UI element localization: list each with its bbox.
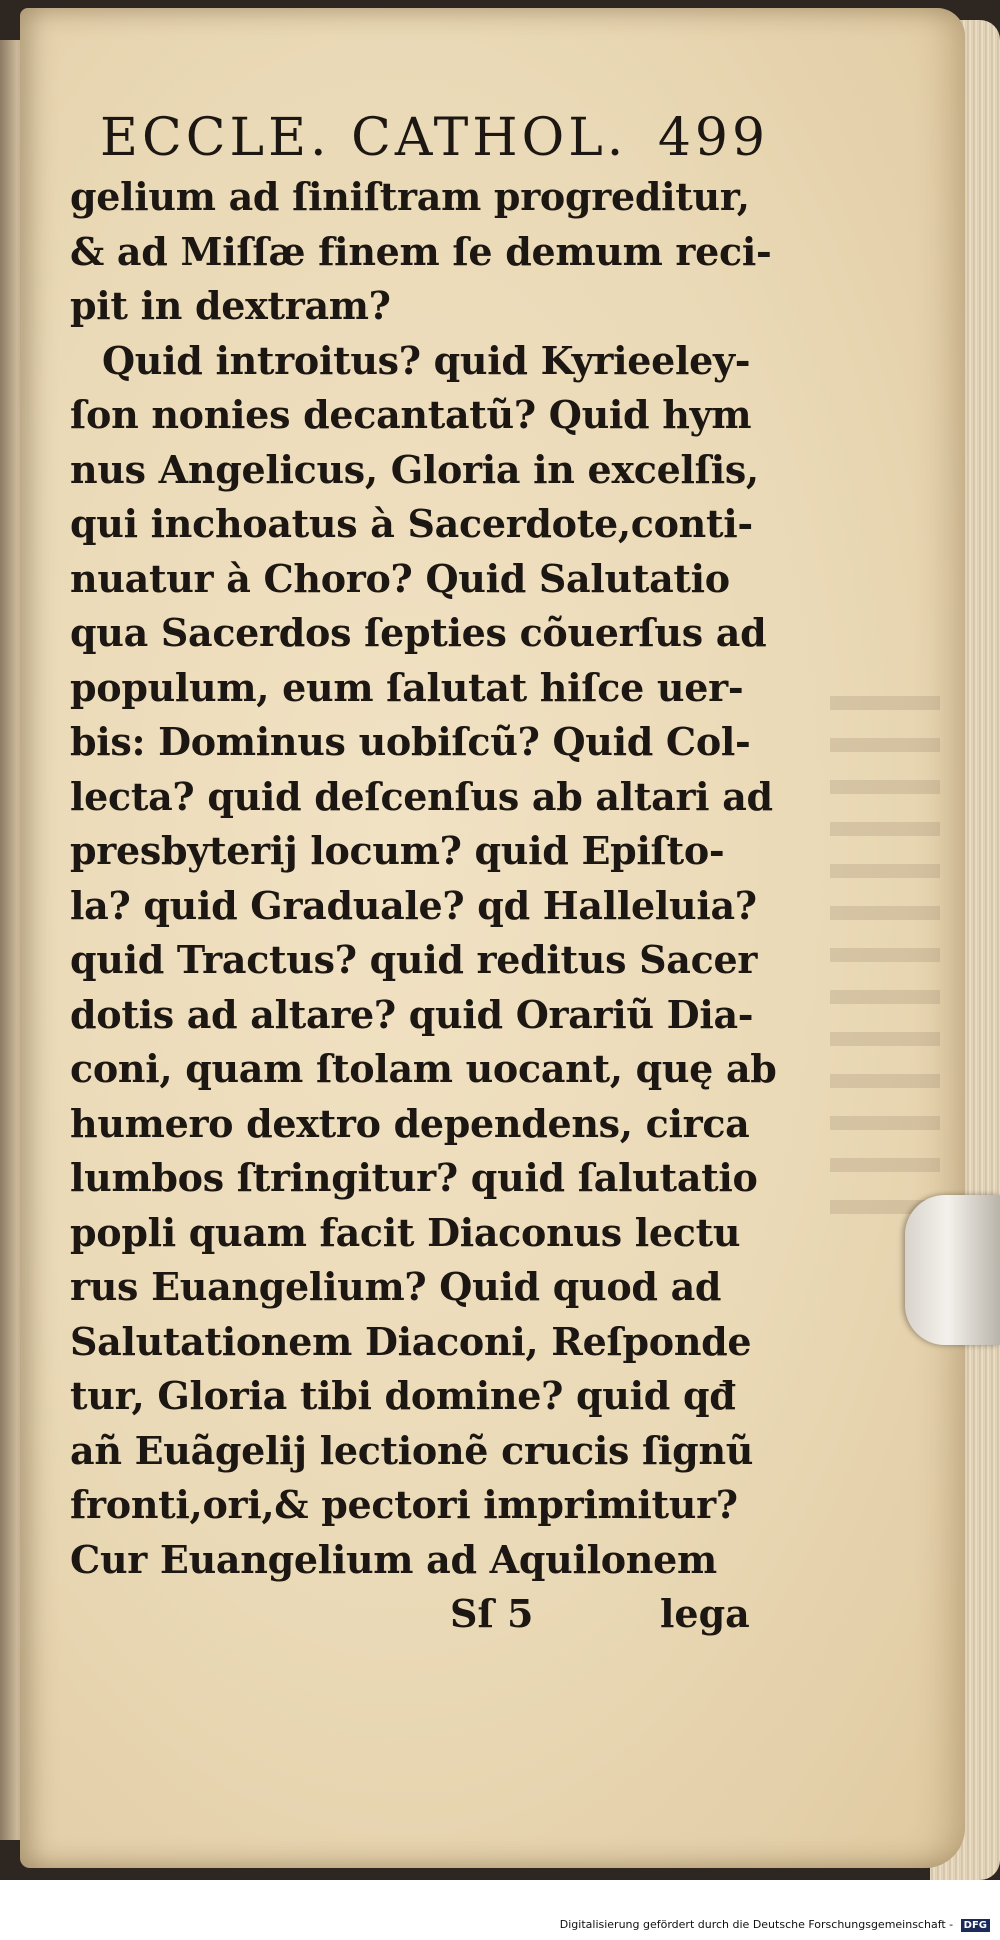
page-number: 499 — [657, 108, 770, 168]
text-line: Salutationem Diaconi, Reſponde — [70, 1318, 752, 1364]
page-text-block — [70, 108, 777, 1641]
text-line: tur, Gloria tibi domine? quid qđ — [70, 1373, 736, 1418]
text-line: qua Sacerdos ſepties cõuerſus ad — [70, 610, 767, 655]
signature-mark: Sſ 5 — [450, 1591, 534, 1636]
text-line: coni, quam ſtolam uocant, quę ab — [70, 1046, 777, 1091]
running-head-title: ECCLE. CATHOL. — [100, 108, 628, 168]
dfg-logo: DFG — [961, 1919, 990, 1932]
book-clasp — [905, 1195, 1000, 1345]
text-line: fronti,ori,& pectori imprimitur? — [70, 1482, 738, 1527]
bleed-through-shadow — [830, 668, 940, 1228]
text-line: qui inchoatus à Sacerdote,conti- — [70, 501, 753, 546]
text-line: lecta? quid deſcenſus ab altari ad — [70, 773, 773, 819]
text-line: bis: Dominus uobiſcũ? Quid Col- — [70, 719, 751, 764]
text-line: nus Angelicus, Gloria in excelſis, — [70, 446, 759, 492]
text-line: dotis ad altare? quid Orariũ Dia- — [70, 991, 754, 1037]
catchword: lega — [660, 1591, 750, 1636]
signature-line — [70, 1587, 770, 1641]
text-line: popli quam facit Diaconus lectu — [70, 1209, 741, 1255]
text-line: Quid introitus? quid Kyrieeley- — [102, 337, 751, 383]
text-line: humero dextro dependens, circa — [70, 1100, 750, 1146]
text-line: nuatur à Choro? Quid Salutatio — [70, 555, 730, 601]
text-line: añ Euãgelij lectionẽ crucis ſignũ — [70, 1427, 754, 1473]
text-line: populum, eum ſalutat hiſce uer- — [70, 664, 744, 710]
text-line: gelium ad ſiniſtram progreditur, — [70, 174, 750, 219]
credit-text: Digitalisierung gefördert durch die Deutsche Forschungsgemeinschaft - — [559, 1918, 954, 1931]
text-line: lumbos ſtringitur? quid ſalutatio — [70, 1155, 758, 1200]
text-line: Cur Euangelium ad Aquilonem — [70, 1536, 717, 1582]
text-line: & ad Miſſæ finem ſe demum reci- — [70, 228, 772, 274]
text-line: ſon nonies decantatũ? Quid hym — [70, 392, 752, 437]
text-line: presbyterij locum? quid Epiſto- — [70, 828, 725, 873]
running-head — [100, 108, 770, 170]
text-line: quid Tractus? quid reditus Sacer — [70, 937, 758, 982]
book-page — [20, 8, 965, 1868]
text-line: pit in dextram? — [70, 283, 391, 328]
text-line: la? quid Graduale? qd Halleluia? — [70, 882, 757, 928]
text-line: rus Euangelium? Quid quod ad — [70, 1264, 722, 1309]
digitization-credit — [560, 1918, 990, 1932]
